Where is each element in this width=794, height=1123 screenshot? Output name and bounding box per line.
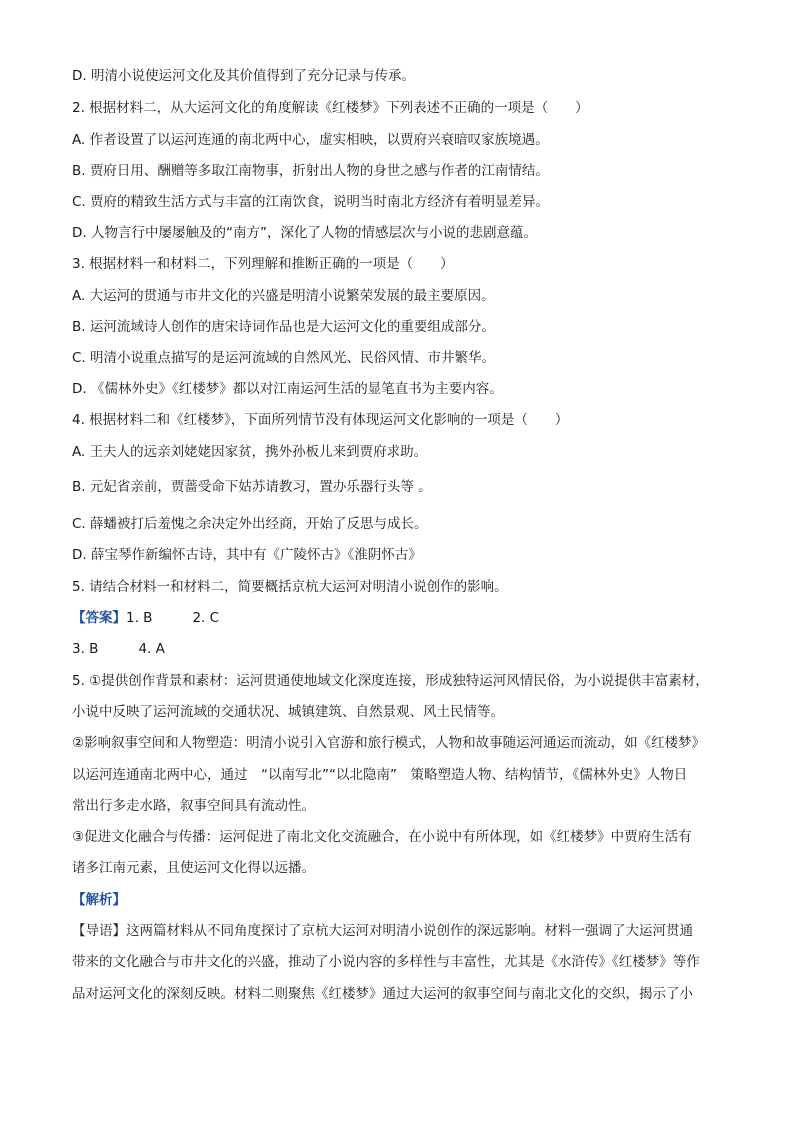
- option-b-q2: B. 贾府日用、酬赠等多取江南物事，折射出人物的身世之感与作者的江南情结。: [72, 163, 549, 179]
- analysis-line: 带来的文化融合与市井文化的兴盛，推动了小说内容的多样性与丰富性，尤其是《水浒传》《红楼梦》等作: [72, 954, 700, 970]
- option-a-q3: A. 大运河的贯通与市井文化的兴盛是明清小说繁荣发展的最主要原因。: [72, 288, 495, 304]
- answer-5-line: 5. ①提供创作背景和素材：运河贯通使地域文化深度连接，形成独特运河风情民俗，为小说提供丰富素材，: [72, 673, 709, 689]
- answer-5-line: 诸多江南元素，且使运河文化得以远播。: [72, 860, 315, 876]
- answer-row-1: [72, 608, 219, 628]
- option-d-q2: D. 人物言行中屡屡触及的“南方”，深化了人物的情感层次与小说的悲剧意蕴。: [72, 225, 537, 241]
- answer-5-line: ②影响叙事空间和人物塑造：明清小说引入官游和旅行模式，人物和故事随运河通运而流动，如《红楼梦》: [72, 735, 706, 751]
- option-d-q1: D. 明清小说使运河文化及其价值得到了充分记录与传承。: [72, 68, 415, 84]
- answer-5-line: ③促进文化融合与传播：运河促进了南北文化交流融合，在小说中有所体现，如《红楼梦》中贾府生活有: [72, 829, 692, 845]
- option-c-q4: C. 薛蟠被打后羞愧之余决定外出经商，开始了反思与成长。: [72, 516, 428, 532]
- answer-5-line: 常出行多走水路，叙事空间具有流动性。: [72, 798, 315, 814]
- answer-2: 2. C: [192, 610, 220, 626]
- answer-5-line: 小说中反映了运河流域的交通状况、城镇建筑、自然景观、风土民情等。: [72, 704, 504, 720]
- option-c-q3: C. 明清小说重点描写的是运河流域的自然风光、民俗风情、市井繁华。: [72, 350, 496, 366]
- option-a-q2: A. 作者设置了以运河连通的南北两中心，虚实相映，以贾府兴衰暗叹家族境遇。: [72, 132, 549, 148]
- answer-5-line: 以运河连通南北两中心，通过 “以南写北”“以北隐南” 策略塑造人物、结构情节，《儒林外史》人物日: [72, 767, 688, 783]
- analysis-line: 【导语】这两篇材料从不同角度探讨了京杭大运河对明清小说创作的深远影响。材料一强调了大运河贯通: [72, 923, 693, 939]
- question-4: 4. 根据材料二和《红楼梦》，下面所列情节没有体现运河文化影响的一项是（ ）: [72, 412, 569, 428]
- analysis-heading: 【解析】: [72, 892, 126, 908]
- option-c-q2: C. 贾府的精致生活方式与丰富的江南饮食，说明当时南北方经济有着明显差异。: [72, 194, 550, 210]
- question-3: 3. 根据材料一和材料二，下列理解和推断正确的一项是（ ）: [72, 256, 454, 272]
- question-5: 5. 请结合材料一和材料二，简要概括京杭大运河对明清小说创作的影响。: [72, 579, 508, 595]
- question-2: 2. 根据材料二，从大运河文化的角度解读《红楼梦》下列表述不正确的一项是（ ）: [72, 100, 589, 116]
- answer-heading: 【答案】: [72, 610, 126, 626]
- option-b-q3: B. 运河流域诗人创作的唐宋诗词作品也是大运河文化的重要组成部分。: [72, 319, 495, 335]
- answer-3: 3. B: [72, 641, 99, 657]
- analysis-line: 品对运河文化的深刻反映。材料二则聚焦《红楼梦》通过大运河的叙事空间与南北文化的交织，揭示了小: [72, 986, 693, 1002]
- answer-1: 1. B: [126, 610, 153, 626]
- option-d-q3: D. 《儒林外史》《红楼梦》都以对江南运河生活的显笔直书为主要内容。: [72, 381, 503, 397]
- option-b-q4: B. 元妃省亲前，贾蔷受命下姑苏请教习，置办乐器行头等 。: [72, 479, 432, 495]
- answer-4: 4. A: [138, 641, 165, 657]
- answer-row-2: [72, 639, 165, 659]
- option-a-q4: A. 王夫人的远亲刘姥姥因家贫，携外孙板儿来到贾府求助。: [72, 444, 428, 460]
- option-d-q4: D. 薛宝琴作新编怀古诗，其中有《广陵怀古》《淮阴怀古》: [72, 547, 422, 563]
